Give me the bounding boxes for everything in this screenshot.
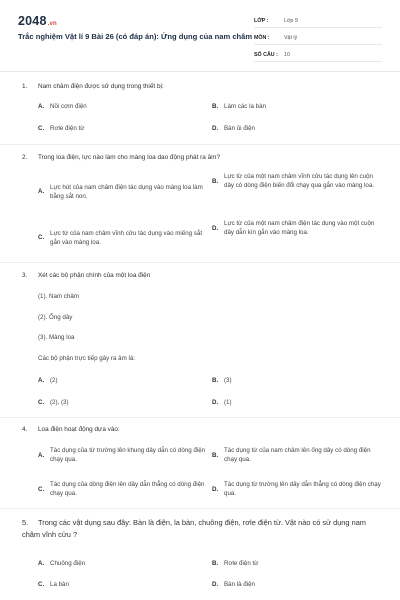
logo-text: 2048 xyxy=(18,14,47,28)
question-4-option-a[interactable]: A. Tác dụng của từ trường lên khung dây dẫn có dòng điện chạy qua. xyxy=(38,447,206,463)
question-3-item: (1). Nam châm xyxy=(38,293,79,300)
question-1-option-a[interactable]: A. Nồi cơm điện xyxy=(38,103,87,110)
meta-label: SỐ CÂU : xyxy=(254,51,278,58)
question-5-option-d[interactable]: D. Bàn là điện xyxy=(212,581,255,588)
site-logo[interactable] xyxy=(18,14,57,28)
meta-info xyxy=(254,14,382,65)
divider xyxy=(0,508,400,509)
meta-row-subject xyxy=(254,31,382,45)
meta-value: Lớp 9 xyxy=(284,17,298,24)
question-3-option-d[interactable]: D. (1) xyxy=(212,399,232,406)
logo-suffix: .vn xyxy=(47,21,57,27)
document-title: Trắc nghiệm Vật lí 9 Bài 26 (có đáp án): Ứng dụng của nam châm xyxy=(18,32,253,41)
question-1-option-d[interactable]: D. Bàn ủi điện xyxy=(212,125,255,132)
divider xyxy=(0,144,400,145)
meta-value: 10 xyxy=(284,51,290,58)
question-5-text: 5. Trong các vật dụng sau đây: Bàn là điện, la bàn, chuông điện, rơle điện từ. Vật nào có sử dụng nam châm vĩnh cửu ? xyxy=(22,518,366,539)
question-1-option-c[interactable]: C. Rơle điện từ xyxy=(38,125,85,132)
question-3-option-b[interactable]: B. (3) xyxy=(212,377,232,384)
meta-label: MÔN : xyxy=(254,34,270,41)
question-2-text: 2. Trong loa điện, lực nào làm cho màng loa dao động phát ra âm? xyxy=(22,154,221,161)
divider xyxy=(0,417,400,418)
question-3-text: 3. Xét các bộ phận chính của một loa điện xyxy=(22,272,151,279)
question-3-option-a[interactable]: A. (2) xyxy=(38,377,58,384)
question-5-option-c[interactable]: C. La bàn xyxy=(38,581,69,588)
page-header xyxy=(0,0,400,72)
question-4-option-b[interactable]: B. Tác dụng từ của nam châm lên ống dây có dòng điện chạy qua. xyxy=(212,447,371,463)
meta-row-class xyxy=(254,14,382,28)
question-2-option-c[interactable]: C. Lực từ của nam châm vĩnh cửu tác dụng vào miếng sắt gắn vào màng loa. xyxy=(38,229,203,246)
question-4-option-d[interactable]: D. Tác dụng từ trường lên dây dẫn thẳng có dòng điện chạy qua. xyxy=(212,481,381,497)
question-5-option-a[interactable]: A. Chuông điện xyxy=(38,560,86,567)
question-1-option-b[interactable]: B. Làm các la bàn xyxy=(212,103,266,110)
question-1-text: 1. Nam châm điện được sử dụng trong thiết bị: xyxy=(22,83,164,90)
divider xyxy=(0,262,400,263)
question-3-item: (3). Màng loa xyxy=(38,334,75,341)
question-5-option-b[interactable]: B. Rơle điện từ xyxy=(212,560,259,567)
question-4-text: 4. Loa điện hoạt động dựa vào: xyxy=(22,426,120,433)
question-2-option-a[interactable]: A. Lực hút của nam châm điện tác dụng vào màng loa làm bằng sắt non. xyxy=(38,183,203,200)
question-3-item: (2). Ống dây xyxy=(38,314,73,321)
question-4-option-c[interactable]: C. Tác dụng của dòng điện lên dây dẫn thẳng có dòng điện chạy qua. xyxy=(38,481,205,497)
meta-value: Vật lý xyxy=(284,34,298,41)
question-2-option-b[interactable]: B. Lực từ của một nam châm vĩnh cửu tác dụng lên cuộn dây có dòng điện biến đổi chạy qua gắn vào màng loa. xyxy=(212,173,374,189)
meta-row-count xyxy=(254,48,382,62)
question-3-sub-question: Các bộ phận trực tiếp gây ra âm là: xyxy=(38,355,136,362)
question-2-option-d[interactable]: D. Lực từ của một nam châm điện tác dụng vào một cuộn dây dẫn kín gắn vào màng loa. xyxy=(212,220,375,236)
meta-label: LỚP : xyxy=(254,17,269,24)
question-3-option-c[interactable]: C. (2), (3) xyxy=(38,399,69,406)
